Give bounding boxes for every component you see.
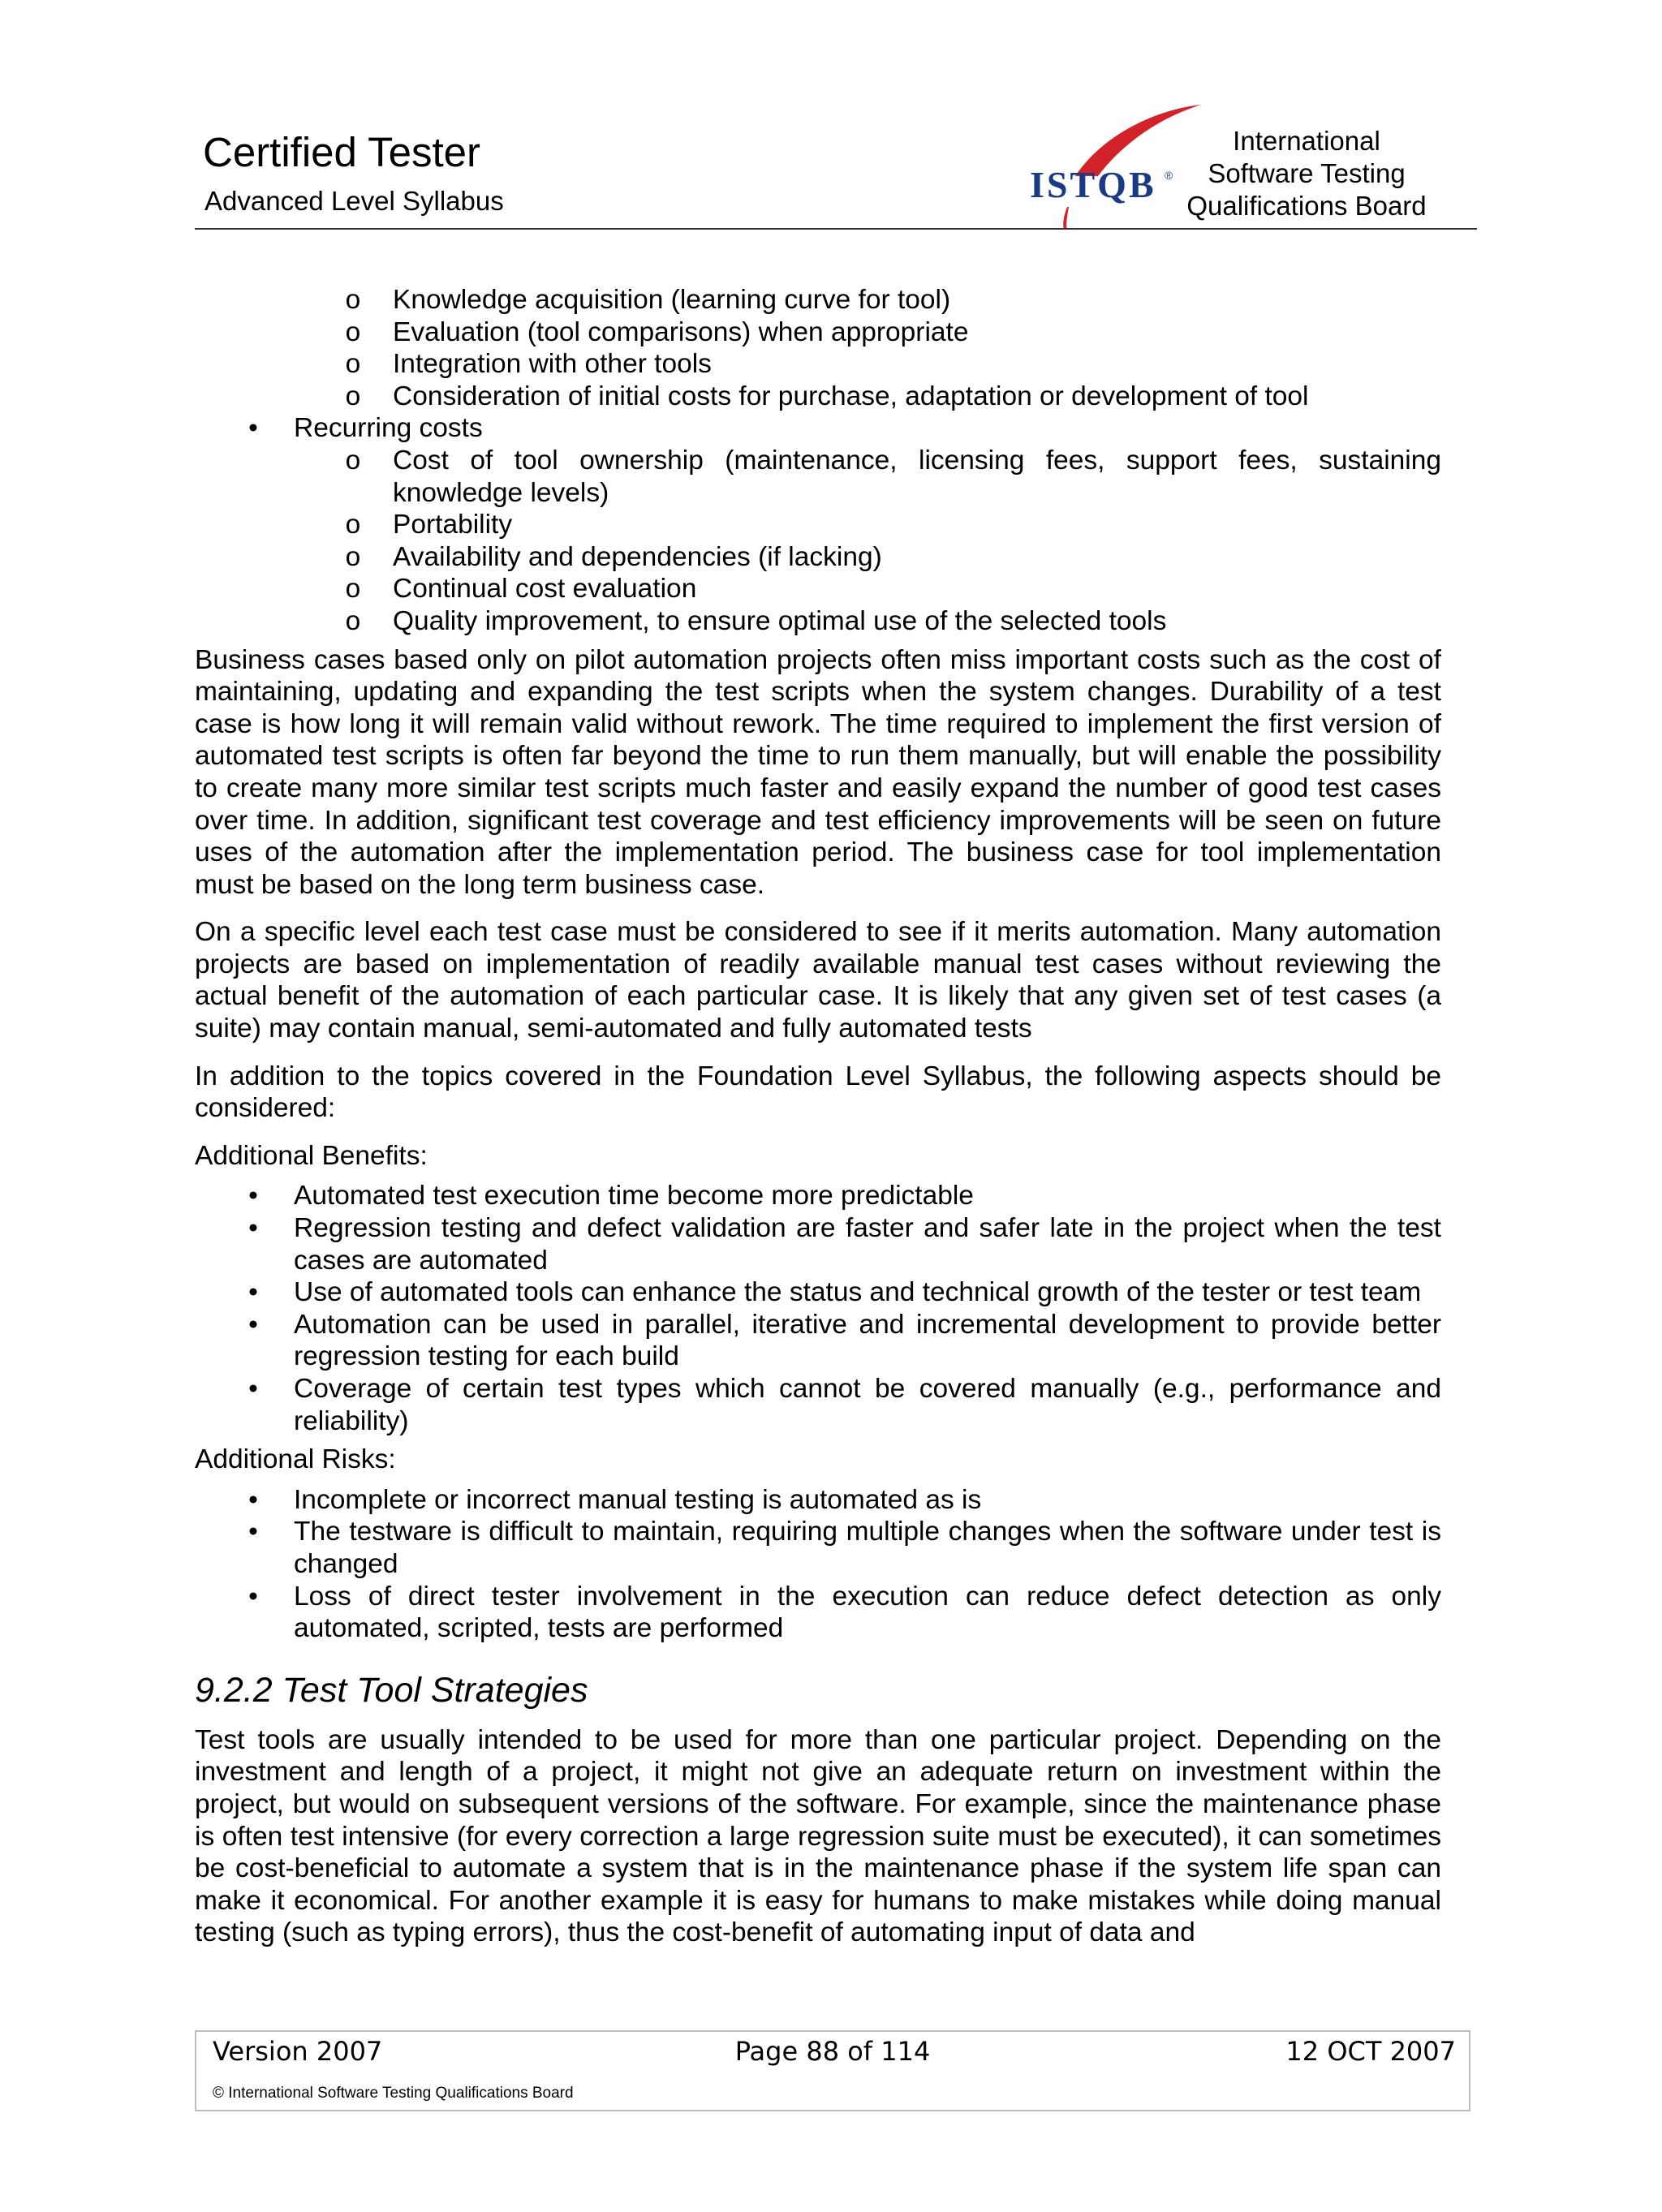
list-item: • Incomplete or incorrect manual testing is automated as is (195, 1484, 1441, 1517)
disc-bullet: • (248, 1484, 258, 1515)
risks-list (195, 1484, 1441, 1645)
recurring-costs-list (195, 412, 1441, 637)
disc-bullet: • (248, 413, 258, 444)
org-line-3: Qualifications Board (1186, 191, 1427, 221)
list-item: o Knowledge acquisition (learning curve for tool) (195, 284, 1441, 316)
list-item: o Portability (294, 509, 1441, 541)
circle-bullet: o (345, 445, 361, 476)
paragraph-specific-level: On a specific level each test case must be considered to see if it merits automation. Many automation projects are based on implementation of readily available manual test cases without reviewing the actual benefit of the automation of each particular case. It is likely that any given set of test cases (a suite) may contain manual, semi-automated and fully automated tests (195, 917, 1441, 1044)
recurring-costs-sublist (294, 445, 1441, 638)
org-line-1: International (1233, 126, 1380, 156)
footer-page-number: Page 88 of 114 (734, 2036, 931, 2067)
list-item: • Automation can be used in parallel, iterative and incremental development to provide better regression testing for each build (195, 1309, 1441, 1373)
list-item: • Coverage of certain test types which cannot be covered manually (e.g., performance and reliability) (195, 1373, 1441, 1437)
disc-bullet: • (248, 1181, 258, 1211)
logo-trademark: ® (1165, 169, 1173, 182)
circle-bullet: o (345, 541, 361, 572)
section-heading: 9.2.2 Test Tool Strategies (195, 1670, 588, 1710)
benefits-label: Additional Benefits: (195, 1140, 428, 1171)
document-subtitle: Advanced Level Syllabus (205, 186, 504, 216)
circle-bullet: o (345, 574, 361, 605)
list-item: o Integration with other tools (195, 348, 1441, 381)
page-footer (195, 2030, 1470, 2111)
paragraph-test-tool-strategies: Test tools are usually intended to be used for more than one particular project. Depending on the investment and length of a project, it might not give an adequate return on investment within the project, but would on subsequent versions of the software. For example, since the maintenance phase is often test intensive (for every correction a large regression suite must be executed), it can sometimes be cost-beneficial to automate a system that is in the maintenance phase if the system life span can make it economical. For another example it is easy for humans to make mistakes while doing manual testing (such as typing errors), thus the cost-benefit of automating input of data and (195, 1724, 1441, 1948)
footer-copyright: © International Software Testing Qualifications Board (213, 2085, 574, 2102)
logo-text: ISTQB (1030, 164, 1156, 205)
recurring-costs-label: Recurring costs (294, 413, 483, 444)
list-item: o Continual cost evaluation (294, 573, 1441, 605)
disc-bullet: • (248, 1309, 258, 1340)
disc-bullet: • (248, 1277, 258, 1308)
disc-bullet: • (248, 1374, 258, 1404)
benefits-list (195, 1180, 1441, 1437)
list-item: o Quality improvement, to ensure optimal use of the selected tools (294, 605, 1441, 638)
list-item: • Loss of direct tester involvement in the execution can reduce defect detection as only automated, scripted, tests are performed (195, 1581, 1441, 1645)
circle-bullet: o (345, 316, 361, 347)
list-item: • Regression testing and defect validation are faster and safer late in the project when the test cases are automated (195, 1212, 1441, 1276)
footer-version: Version 2007 (213, 2036, 383, 2067)
list-item: o Availability and dependencies (if lacking) (294, 541, 1441, 574)
circle-bullet: o (345, 510, 361, 540)
initial-cost-sublist (195, 284, 1441, 412)
footer-date: 12 OCT 2007 (1285, 2036, 1456, 2067)
disc-bullet: • (248, 1517, 258, 1547)
circle-bullet: o (345, 285, 361, 315)
list-item-recurring-costs (195, 412, 1441, 637)
disc-bullet: • (248, 1581, 258, 1612)
circle-bullet: o (345, 381, 361, 411)
disc-bullet: • (248, 1213, 258, 1244)
document-body (195, 284, 1441, 1965)
list-item: o Consideration of initial costs for purchase, adaptation or development of tool (195, 381, 1441, 413)
risks-label: Additional Risks: (195, 1444, 396, 1475)
circle-bullet: o (345, 349, 361, 380)
paragraph-in-addition: In addition to the topics covered in the Foundation Level Syllabus, the following aspects should be considered: (195, 1061, 1441, 1124)
list-item: o Evaluation (tool comparisons) when appropriate (195, 316, 1441, 349)
paragraph-business-cases: Business cases based only on pilot automation projects often miss important costs such as the cost of maintaining, updating and expanding the test scripts when the system changes. Durability of a test case is how long it will remain valid without rework. The time required to implement the first version of automated test scripts is often far beyond the time to run them manually, but will enable the possibility to create many more similar test scripts much faster and easily expand the number of good test cases over time. In addition, significant test coverage and test efficiency improvements will be seen on future uses of the automation after the implementation period. The business case for tool implementation must be based on the long term business case. (195, 644, 1441, 900)
list-item: • Automated test execution time become more predictable (195, 1180, 1441, 1212)
list-item: • The testware is difficult to maintain, requiring multiple changes when the software under test is changed (195, 1516, 1441, 1580)
organization-name (1160, 125, 1453, 222)
list-item: • Use of automated tools can enhance the status and technical growth of the tester or test team (195, 1276, 1441, 1309)
list-item: o Cost of tool ownership (maintenance, licensing fees, support fees, sustaining knowledge levels) (294, 445, 1441, 509)
org-line-2: Software Testing (1208, 158, 1406, 188)
logo-tail (1063, 207, 1069, 230)
circle-bullet: o (345, 605, 361, 636)
header-divider (195, 228, 1477, 230)
document-title: Certified Tester (203, 129, 481, 175)
